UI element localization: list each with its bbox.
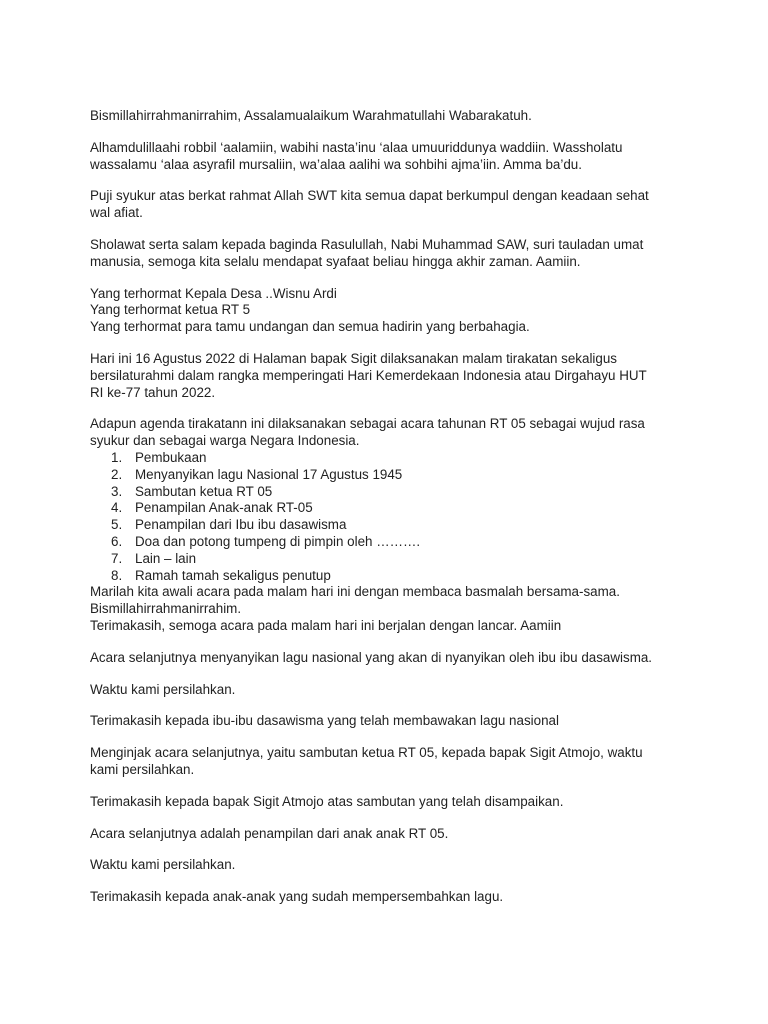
agenda-text: Pembukaan <box>135 449 207 465</box>
text-line: Waktu kami persilahkan. <box>90 857 236 873</box>
hamdalah-paragraph <box>90 140 680 174</box>
agenda-item <box>90 534 680 551</box>
text-line: Waktu kami persilahkan. <box>90 681 236 697</box>
agenda-intro <box>90 416 680 450</box>
text-line: Terimakasih kepada ibu-ibu dasawisma yang telah membawakan lagu nasional <box>90 713 559 729</box>
agenda-number: 8. <box>111 567 123 583</box>
agenda-item <box>90 484 680 501</box>
text-line: Alhamdulillaahi robbil ‘aalamiin, wabihi nasta’inu ‘alaa umuuriddunya waddiin. Wassholatu <box>90 139 623 155</box>
text-line: Adapun agenda tirakatann ini dilaksanakan sebagai acara tahunan RT 05 sebagai wujud rasa <box>90 416 645 432</box>
agenda-text: Penampilan dari Ibu ibu dasawisma <box>135 517 347 533</box>
text-line: syukur dan sebagai warga Negara Indonesia. <box>90 433 360 449</box>
basmalah-paragraph <box>90 584 680 634</box>
text-line: wassalamu ‘alaa asyrafil mursaliin, wa’alaa aalihi wa sohbihi ajma’iin. Amma ba’du. <box>90 156 582 172</box>
text-line: wal afiat. <box>90 205 143 221</box>
text-line: Puji syukur atas berkat rahmat Allah SWT kita semua dapat berkumpul dengan keadaan sehat <box>90 188 649 204</box>
text-line: Acara selanjutnya adalah penampilan dari anak anak RT 05. <box>90 825 449 841</box>
agenda-number: 7. <box>111 550 123 566</box>
greeting-line: Yang terhormat Kepala Desa ..Wisnu Ardi <box>90 285 337 301</box>
agenda-number: 3. <box>111 483 123 499</box>
text-line: Sholawat serta salam kepada baginda Rasulullah, Nabi Muhammad SAW, suri tauladan umat <box>90 236 644 252</box>
agenda-text: Sambutan ketua RT 05 <box>135 483 273 499</box>
agenda-list <box>90 450 680 584</box>
text-line: bersilaturahmi dalam rangka memperingati Hari Kemerdekaan Indonesia atau Dirgahayu HUT <box>90 367 647 383</box>
text-line: kami persilahkan. <box>90 761 195 777</box>
text-line: Acara selanjutnya menyanyikan lagu nasional yang akan di nyanyikan oleh ibu ibu dasawisma. <box>90 649 653 665</box>
agenda-number: 4. <box>111 500 123 516</box>
thanks-sambutan-paragraph <box>90 794 680 811</box>
greeting-line: Yang terhormat para tamu undangan dan semua hadirin yang berbahagia. <box>90 319 530 335</box>
thanks-children-paragraph <box>90 889 680 906</box>
text-line: Hari ini 16 Agustus 2022 di Halaman bapak Sigit dilaksanakan malam tirakatan sekaligus <box>90 350 617 366</box>
thanks-song-paragraph <box>90 713 680 730</box>
agenda-text: Doa dan potong tumpeng di pimpin oleh ………. <box>135 533 421 549</box>
document-page <box>90 108 680 921</box>
agenda-text: Menyanyikan lagu Nasional 17 Agustus 1945 <box>135 466 403 482</box>
sambutan-paragraph <box>90 745 680 779</box>
agenda-item <box>90 551 680 568</box>
next-song-paragraph <box>90 650 680 667</box>
invite-paragraph <box>90 682 680 699</box>
agenda-number: 2. <box>111 466 123 482</box>
syukur-paragraph <box>90 188 680 222</box>
text-line: Menginjak acara selanjutnya, yaitu sambutan ketua RT 05, kepada bapak Sigit Atmojo, waktu <box>90 745 643 761</box>
text-line: Marilah kita awali acara pada malam hari ini dengan membaca basmalah bersama-sama. <box>90 584 620 600</box>
agenda-number: 6. <box>111 533 123 549</box>
text-line: Terimakasih kepada anak-anak yang sudah mempersembahkan lagu. <box>90 889 504 905</box>
text-line: Terimakasih kepada bapak Sigit Atmojo atas sambutan yang telah disampaikan. <box>90 793 564 809</box>
agenda-text: Ramah tamah sekaligus penutup <box>135 567 331 583</box>
agenda-item <box>90 517 680 534</box>
agenda-text: Lain – lain <box>135 550 197 566</box>
agenda-number: 5. <box>111 517 123 533</box>
sholawat-paragraph <box>90 237 680 271</box>
greeting-line: Yang terhormat ketua RT 5 <box>90 302 251 318</box>
invite-paragraph <box>90 857 680 874</box>
greetings-paragraph <box>90 286 680 336</box>
text-line: Bismillahirrahmanirrahim. <box>90 601 242 617</box>
agenda-item <box>90 450 680 467</box>
event-paragraph <box>90 351 680 401</box>
next-children-paragraph <box>90 826 680 843</box>
agenda-item <box>90 467 680 484</box>
text-line: manusia, semoga kita selalu mendapat syafaat beliau hingga akhir zaman. Aamiin. <box>90 253 581 269</box>
agenda-text: Penampilan Anak-anak RT-05 <box>135 500 313 516</box>
text-line: RI ke-77 tahun 2022. <box>90 384 216 400</box>
agenda-number: 1. <box>111 449 123 465</box>
agenda-item <box>90 500 680 517</box>
opening-greeting <box>90 108 680 125</box>
text-line: Terimakasih, semoga acara pada malam hari ini berjalan dengan lancar. Aamiin <box>90 617 562 633</box>
agenda-item <box>90 568 680 585</box>
text-line: Bismillahirrahmanirrahim, Assalamualaikum Warahmatullahi Wabarakatuh. <box>90 108 532 123</box>
